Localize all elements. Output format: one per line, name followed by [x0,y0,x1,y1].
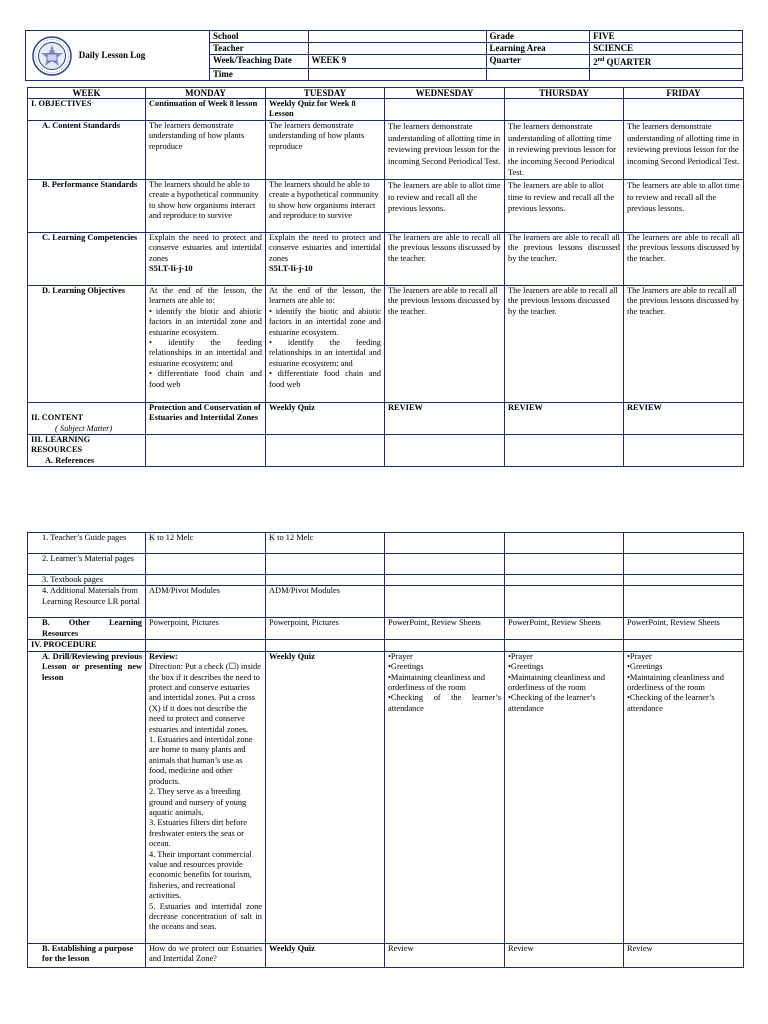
purpose-thursday: Review [505,943,624,967]
drill-review-friday [624,651,744,943]
week-date-label: Week/Teaching Date [210,55,309,69]
purpose-friday: Review [624,943,744,967]
deped-seal-icon [32,36,72,76]
textbook-wednesday [385,575,505,586]
review-heading: Review: [149,651,178,661]
drill-review-thursday [505,651,624,943]
teachers-guide-thursday [505,533,624,554]
objectives-thursday [505,99,624,121]
content-friday: REVIEW [624,403,744,435]
learning-objectives-thursday: The learners are able to recall all the previous lessons discussed by the teacher. [505,286,624,403]
learners-material-friday [624,554,744,575]
col-monday: MONDAY [146,88,266,99]
school-label: School [210,31,309,43]
header-blank [486,69,590,81]
content-monday: Protection and Conservation of Estuaries and Intertidal Zones [146,403,266,435]
learning-objectives-wednesday: The learners are able to recall all the previous lessons discussed by the teacher. [385,286,505,403]
objective-item: • identify the biotic and abiotic factors in an intertidal zone and estuarine ecosystem. [269,306,381,337]
objective-item: • differentiate food chain and food web [149,369,262,389]
content-standards-friday: The learners demonstrate understanding of allotting time in reviewing previous lesson for the incoming Second Periodical Test. [624,121,744,180]
content-standards-tuesday: The learners demonstrate understanding of how plants reproduce [266,121,385,180]
teachers-guide-monday: K to 12 Melc [146,533,266,554]
learning-area-label: Learning Area [486,43,590,55]
content-standards-label: A. Content Standards [28,121,146,180]
learning-area-value: SCIENCE [590,43,743,55]
additional-materials-monday: ADM/Pivot Modules [146,586,266,618]
learners-material-label: 2. Learner’s Material pages [28,554,146,575]
textbook-label: 3. Textbook pages [28,575,146,586]
other-resources-monday: Powerpoint, Pictures [146,618,266,640]
procedure-tuesday [266,640,385,651]
week-date-value: WEEK 9 [308,55,486,69]
objective-item: • differentiate food chain and food web [269,369,381,389]
drill-review-label: A. Drill/Reviewing previous Lesson or presenting new lesson [28,651,146,943]
grade-label: Grade [486,31,590,43]
routine-item: •Greetings [627,662,663,672]
quarter-value: 2nd QUARTER [590,55,743,69]
competency-code: S5LT-Ii-j-10 [149,264,193,274]
routine-item: •Greetings [508,662,544,672]
procedure-wednesday [385,640,505,651]
objectives-intro: At the end of the lesson, the learners are able to: [149,286,262,306]
purpose-wednesday: Review [385,943,505,967]
routine-item: •Greetings [388,662,424,672]
routine-item: •Maintaining cleanliness and orderliness of the room [388,672,485,693]
routine-item: •Prayer [508,651,533,661]
learning-resources-cell [28,435,146,467]
review-item: 2. They serve as a breeding ground and nursery of young aquatic animals. [149,787,247,817]
objectives-label: I. OBJECTIVES [28,99,146,121]
procedure-label: IV. PROCEDURE [28,640,146,651]
references-label: A. References [45,455,95,465]
additional-materials-label: 4. Additional Materials from Learning Resource LR portal [28,586,146,618]
teachers-guide-label: 1. Teacher’s Guide pages [28,533,146,554]
learning-objectives-label: D. Learning Objectives [28,286,146,403]
content-wednesday: REVIEW [385,403,505,435]
routine-item: •Checking of the learner’s attendance [388,693,501,713]
header-blank [590,69,743,81]
learning-competencies-label: C. Learning Competencies [28,233,146,286]
log-title: Daily Lesson Log [76,31,210,81]
teacher-value [308,43,486,55]
competency-text: Explain the need to protect and conserve estuaries and intertidal zones [269,233,381,263]
performance-standards-tuesday: The learners should be able to create a hypothetical community to show how organisms interact and reproduce to survive [266,180,385,233]
logo-cell [26,31,76,81]
routine-item: •Prayer [627,651,652,661]
learning-competencies-monday [146,233,266,286]
procedure-friday [624,640,744,651]
col-tuesday: TUESDAY [266,88,385,99]
performance-standards-wednesday: The learners are able to allot time to review and recall all the previous lessons. [385,180,505,233]
lesson-log-table [27,87,744,467]
teacher-label: Teacher [210,43,309,55]
review-item: 1. Estuaries and intertidal zone are home to many plants and animals that human’s use as food, medicine and other products. [149,735,253,786]
col-wednesday: WEDNESDAY [385,88,505,99]
learning-competencies-thursday: The learners are able to recall all the previous lessons discussed by the teacher. [505,233,624,286]
additional-materials-tuesday: ADM/Pivot Modules [266,586,385,618]
objective-item: • identify the biotic and abiotic factors in an intertidal zone and estuarine ecosystem. [149,306,262,337]
content-label-cell [28,403,146,435]
objectives-wednesday [385,99,505,121]
purpose-label: B. Establishing a purpose for the lesson [28,943,146,967]
content-standards-monday: The learners demonstrate understanding of how plants reproduce [146,121,266,180]
time-value [308,69,486,81]
other-resources-tuesday: Powerpoint, Pictures [266,618,385,640]
procedure-thursday [505,640,624,651]
teachers-guide-friday [624,533,744,554]
resources-monday [146,435,266,467]
objectives-tuesday: Weekly Quiz for Week 8 Lesson [266,99,385,121]
routine-item: •Maintaining cleanliness and orderliness of the room [627,672,724,693]
col-thursday: THURSDAY [505,88,624,99]
purpose-tuesday: Weekly Quiz [266,943,385,967]
objective-item: • identify the feeding relationships in an intertidal and estuarine ecosystem; and [149,338,262,368]
content-label: II. CONTENT [31,413,84,423]
grade-value: FIVE [590,31,743,43]
learning-competencies-friday: The learners are able to recall all the previous lessons discussed by the teacher. [624,233,744,286]
learning-competencies-tuesday [266,233,385,286]
objectives-intro: At the end of the lesson, the learners are able to: [269,286,381,306]
additional-materials-wednesday [385,586,505,618]
purpose-monday: How do we protect our Estuaries and Intertidal Zone? [146,943,266,967]
additional-materials-thursday [505,586,624,618]
review-item: 5. Estuaries and intertidal zone decrease concentration of salt in the oceans and seas. [149,901,262,932]
learners-material-wednesday [385,554,505,575]
competency-code: S5LT-Ii-j-10 [269,264,313,274]
drill-review-wednesday [385,651,505,943]
learning-objectives-monday [146,286,266,403]
subject-matter-label: ( Subject Matter) [55,423,113,433]
learners-material-thursday [505,554,624,575]
content-thursday: REVIEW [505,403,624,435]
col-week: WEEK [28,88,146,99]
lesson-log-table-continued [27,532,744,968]
learners-material-monday [146,554,266,575]
textbook-tuesday [266,575,385,586]
performance-standards-thursday: The learners are able to allot time to review and recall all the previous lessons. [505,180,624,233]
objectives-friday [624,99,744,121]
routine-item: •Prayer [388,651,413,661]
review-direction: Direction: Put a check (☐) inside the box if it describes the need to protect and conserve estuaries and intertidal zones. Put a cross (X) if it does not describe the need to protect and conserve estuaries and intertidal zones. [149,662,261,734]
review-item: 4. Their important commercial value and resources provide economic benefits for tourism, fisheries, and recreational activities. [149,849,252,901]
textbook-thursday [505,575,624,586]
teachers-guide-tuesday: K to 12 Melc [266,533,385,554]
textbook-friday [624,575,744,586]
additional-materials-friday [624,586,744,618]
drill-review-monday [146,651,266,943]
performance-standards-friday: The learners are able to allot time to review and recall all the previous lessons. [624,180,744,233]
resources-friday [624,435,744,467]
content-standards-thursday: The learners demonstrate understanding of allotting time in reviewing previous lesson for the incoming Second Periodical Test. [505,121,624,180]
school-value [308,31,486,43]
learning-objectives-tuesday [266,286,385,403]
routine-item: •Checking of the learner’s attendance [508,693,596,713]
other-resources-label: B. Other Learning Resources [28,618,146,640]
objective-item: • identify the feeding relationships in an intertidal and estuarine ecosystem; and [269,338,381,368]
routine-item: •Checking of the learner’s attendance [627,693,715,713]
learning-objectives-friday: The learners are able to recall all the previous lessons discussed by the teacher. [624,286,744,403]
resources-thursday [505,435,624,467]
header-table [25,30,743,81]
quarter-label: Quarter [486,55,590,69]
resources-wednesday [385,435,505,467]
learning-competencies-wednesday: The learners are able to recall all the previous lessons discussed by the teacher. [385,233,505,286]
performance-standards-label: B. Performance Standards [28,180,146,233]
performance-standards-monday: The learners should be able to create a hypothetical community to show how organisms interact and reproduce to survive [146,180,266,233]
drill-review-tuesday: Weekly Quiz [266,651,385,943]
competency-text: Explain the need to protect and conserve estuaries and intertidal zones [149,233,262,263]
time-label: Time [210,69,309,81]
resources-tuesday [266,435,385,467]
procedure-monday [146,640,266,651]
textbook-monday [146,575,266,586]
other-resources-thursday: PowerPoint, Review Sheets [505,618,624,640]
col-friday: FRIDAY [624,88,744,99]
learners-material-tuesday [266,554,385,575]
learning-resources-label: III. LEARNING RESOURCES [31,435,91,455]
review-item: 3. Estuaries filters dirt before freshwater enters the seas or ocean. [149,818,247,849]
content-tuesday: Weekly Quiz [266,403,385,435]
objectives-monday: Continuation of Week 8 lesson [146,99,266,121]
routine-item: •Maintaining cleanliness and orderliness of the room [508,672,605,693]
teachers-guide-wednesday [385,533,505,554]
content-standards-wednesday: The learners demonstrate understanding of allotting time in reviewing previous lesson for the incoming Second Periodical Test. [385,121,505,180]
other-resources-friday: PowerPoint, Review Sheets [624,618,744,640]
other-resources-wednesday: PowerPoint, Review Sheets [385,618,505,640]
